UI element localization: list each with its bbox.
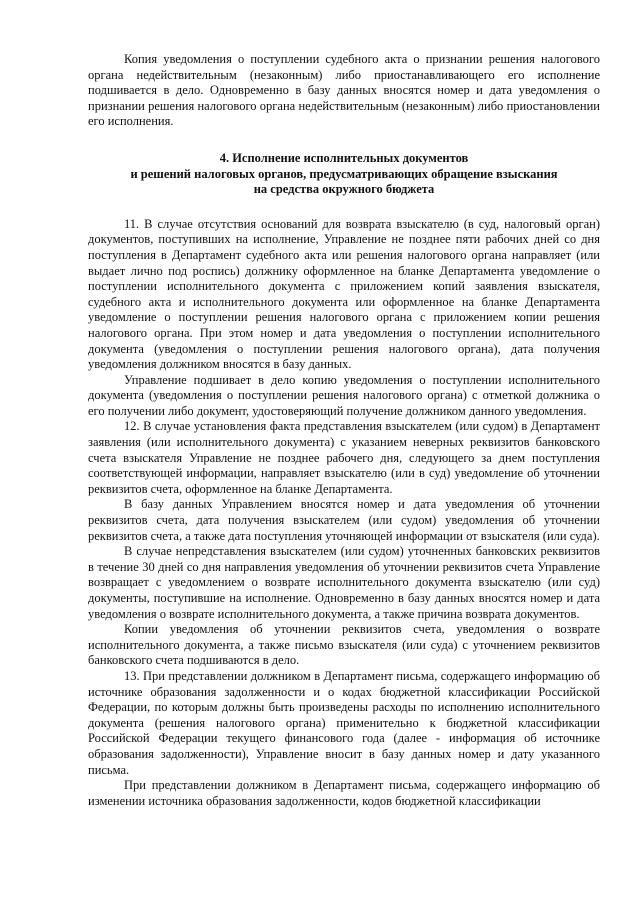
intro-paragraph: Копия уведомления о поступлении судебного акта о признании решения налогового органа недействительным (незаконным) либо приостанавливающего его исполнение подшивается в дело. Одновременно в базу данных вносятся номер и дата уведомления о признании решения налогового органа недействительным (незаконным) либо приостановлении его исполнения. bbox=[88, 52, 600, 129]
paragraph: В случае непредставления взыскателем (или судом) уточненных банковских реквизитов в течение 30 дней со дня направления уведомления об уточнении реквизитов счета Управление возвращает с уведомлением о возврате исполнительного документа взыскателю (или суд) документы, поступившие на исполнение. Одновременно в базу данных вносятся номер и дата уведомления о возврате исполнительного документа, а также причина возврата документов. bbox=[88, 544, 600, 621]
section-title-line-1: 4. Исполнение исполнительных документов bbox=[219, 150, 469, 165]
paragraph: При представлении должником в Департамент письма, содержащего информацию об изменении источника образования задолженности, кодов бюджетной классификации bbox=[88, 778, 600, 808]
paragraph: В базу данных Управлением вносятся номер и дата уведомления об уточнении реквизитов счета, дата получения взыскателем (или судом) уведомления об уточнении реквизитов счета, а также дата поступления уточняющей информации от взыскателя (или суда). bbox=[88, 497, 600, 543]
paragraph-13: 13. При представлении должником в Департамент письма, содержащего информацию об источнике образования задолженности и о кодах бюджетной классификации Российской Федерации, по которым должны быть произведены расходы по исполнению исполнительного документа (решения налогового органа) применительно к бюджетной классификации Российской Федерации текущего финансового года (далее - информация об источнике образования задолженности), Управление вносит в базу данных номер и дату указанного письма. bbox=[88, 668, 600, 777]
paragraph-11: 11. В случае отсутствия оснований для возврата взыскателю (в суд, налоговый орган) документов, поступивших на исполнение, Управление не позднее пяти рабочих дней со дня поступления в Департамент судебного акта или решения налогового органа направляет (или выдает лично под роспись) должнику оформленное на бланке Департамента уведомление о поступлении исполнительного документа с приложением копий заявления взыскателя, судебного акта и исполнительного документа или оформленное на бланке Департамента уведомление о поступлении решения налогового органа с приложением копии решения налогового органа. При этом номер и дата уведомления о поступлении исполнительного документа (уведомления о поступлении решения налогового органа), дата получения уведомления должником вносятся в базу данных. bbox=[88, 216, 600, 372]
document-page bbox=[88, 52, 600, 809]
paragraph: Управление подшивает в дело копию уведомления о поступлении исполнительного документа (уведомления о поступлении решения налогового органа) с отметкой должника о его получении либо документ, удостоверяющий получение должником данного уведомления. bbox=[88, 372, 600, 418]
section-title bbox=[88, 151, 600, 198]
section-title-line-2: и решений налоговых органов, предусматривающих обращение взыскания bbox=[130, 166, 558, 181]
paragraph-12: 12. В случае установления факта представления взыскателем (или судом) в Департамент заявления (или исполнительного документа) с указанием неверных реквизитов банковского счета взыскателя Управление не позднее рабочего дня, следующего за днем поступления соответствующей информации, направляет взыскателю (или в суд) уведомление об уточнении реквизитов счета, оформленное на бланке Департамента. bbox=[88, 419, 600, 496]
section-title-line-3: на средства окружного бюджета bbox=[253, 182, 435, 197]
paragraph: Копии уведомления об уточнении реквизитов счета, уведомления о возврате исполнительного документа, а также письмо взыскателя (или суда) с уточнением реквизитов банковского счета подшиваются в дело. bbox=[88, 622, 600, 668]
